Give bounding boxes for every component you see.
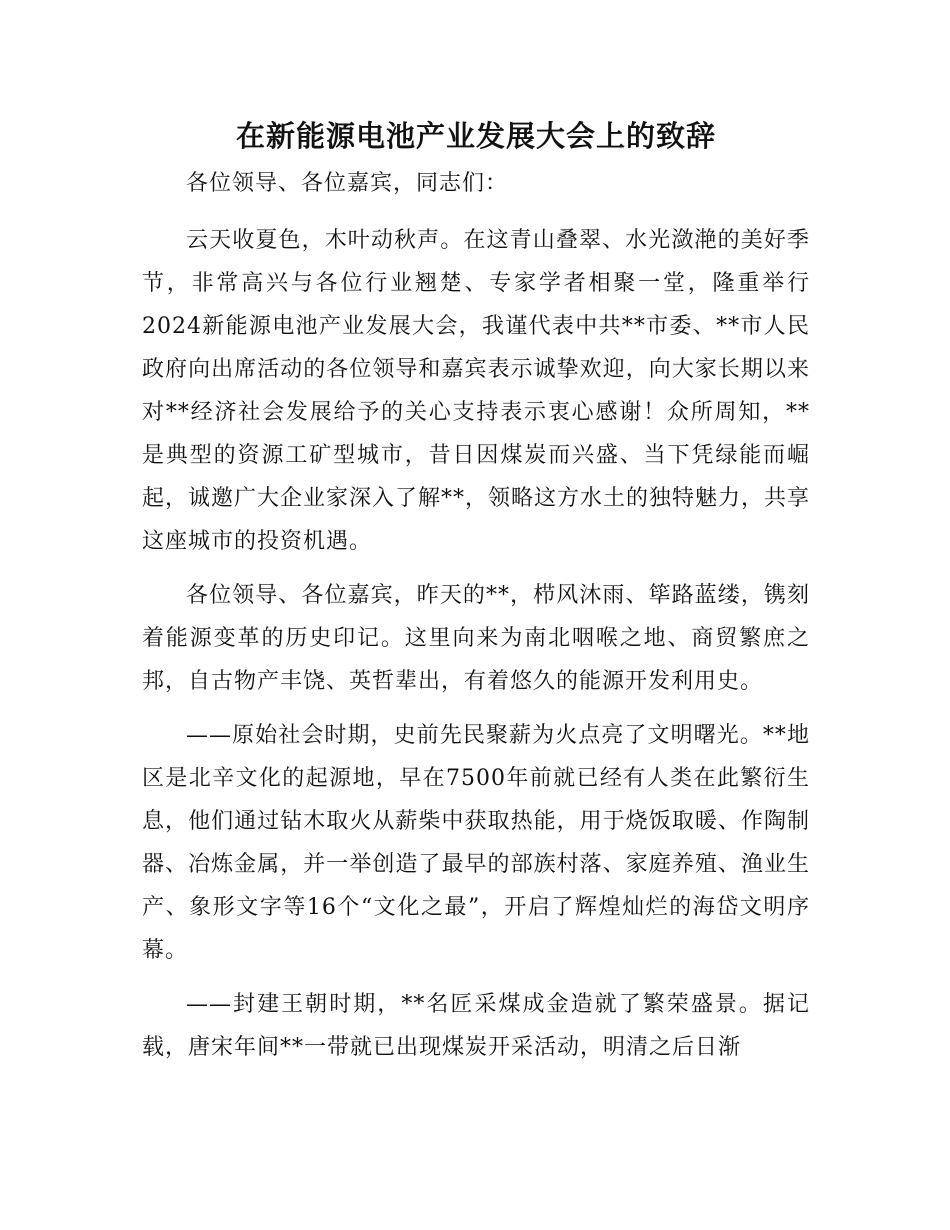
paragraph-primitive-era: ——原始社会时期，史前先民聚薪为火点亮了文明曙光。**地区是北辛文化的起源地，早在7500年前就已经有人类在此繁衍生息，他们通过钻木取火从薪柴中获取热能，用于烧饭取暖、作陶制器、冶炼金属，并一举创造了最早的部族村落、家庭养殖、渔业生产、象形文字等16个“文化之最”，开启了辉煌灿烂的海岱文明序幕。 xyxy=(142,723,810,963)
paragraph-opening: 云天收夏色，木叶动秋声。在这青山叠翠、水光潋滟的美好季节，非常高兴与各位行业翘楚、专家学者相聚一堂，隆重举行2024新能源电池产业发展大会，我谨代表中共**市委、**市人民政府向出席活动的各位领导和嘉宾表示诚挚欢迎，向大家长期以来对**经济社会发展给予的关心支持表示衷心感谢！众所周知，**是典型的资源工矿型城市，昔日因煤炭而兴盛、当下凭绿能而崛起，诚邀广大企业家深入了解**，领略这方水土的独特魅力，共享这座城市的投资机遇。 xyxy=(142,228,811,554)
document-page xyxy=(142,112,810,1080)
paragraph-feudal-era: ——封建王朝时期，**名匠采煤成金造就了繁荣盛景。据记载，唐宋年间**一带就已出现煤炭开采活动，明清之后日渐 xyxy=(142,992,810,1060)
paragraph-history-intro: 各位领导、各位嘉宾，昨天的**，栉风沐雨、筚路蓝缕，镌刻着能源变革的历史印记。这里向来为南北咽喉之地、商贸繁庶之邦，自古物产丰饶、英哲辈出，有着悠久的能源开发利用史。 xyxy=(142,583,810,694)
document-title: 在新能源电池产业发展大会上的致辞 xyxy=(235,119,716,153)
salutation: 各位领导、各位嘉宾，同志们： xyxy=(186,171,509,196)
